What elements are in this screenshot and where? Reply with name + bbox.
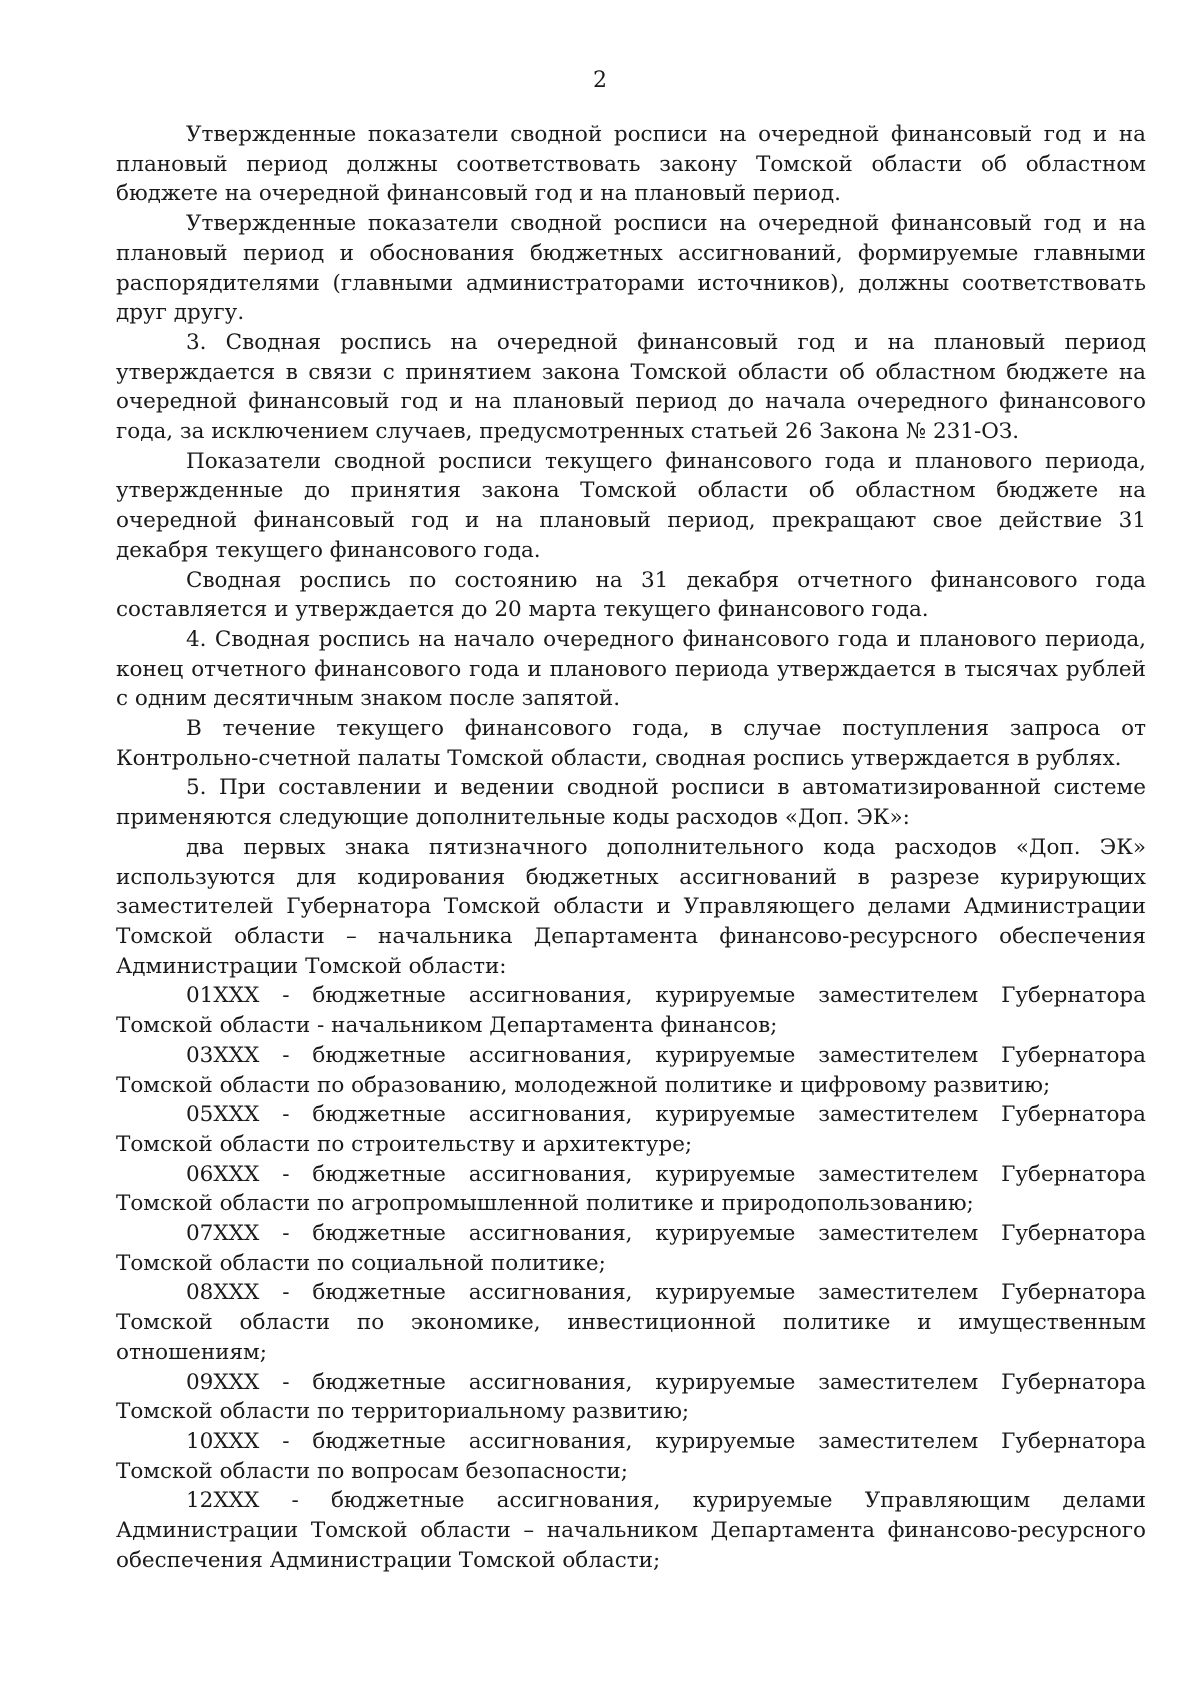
list-item-code-01: 01XXX - бюджетные ассигнования, курируемые заместителем Губернатора Томской области - начальником Департамента финансов; bbox=[116, 983, 1146, 1039]
list-item-code-08: 08XXX - бюджетные ассигнования, курируемые заместителем Губернатора Томской области по экономике, инвестиционной политике и имущественным отношениям; bbox=[116, 1280, 1146, 1365]
list-item-code-07: 07XXX - бюджетные ассигнования, курируемые заместителем Губернатора Томской области по социальной политике; bbox=[116, 1221, 1146, 1276]
paragraph-item-5: 5. При составлении и ведении сводной росписи в автоматизированной системе применяются следующие дополнительные коды расходов «Доп. ЭК»: bbox=[116, 775, 1146, 831]
paragraph-approved-indicators-justification: Утвержденные показатели сводной росписи на очередной финансовый год и на плановый период и обоснования бюджетных ассигнований, формируемые главными распорядителями (главными администраторами источников), должны соответствовать друг другу. bbox=[116, 211, 1146, 326]
paragraph-code-description: два первых знака пятизначного дополнительного кода расходов «Доп. ЭК» используются для кодирования бюджетных ассигнований в разрезе курирующих заместителей Губернатора Томской области и Управляющего делами Администрации Томской области – начальника Департамента финансово-ресурсного обеспечения Администрации Томской области: bbox=[116, 834, 1146, 979]
list-item-code-12: 12XXX - бюджетные ассигнования, курируемые Управляющим делами Администрации Томской области – начальником Департамента финансово-ресурсного обеспечения Администрации Томской области; bbox=[116, 1488, 1146, 1573]
list-item-code-03: 03XXX - бюджетные ассигнования, курируемые заместителем Губернатора Томской области по образованию, молодежной политике и цифровому развитию; bbox=[116, 1042, 1146, 1098]
list-item-code-09: 09XXX - бюджетные ассигнования, курируемые заместителем Губернатора Томской области по территориальному развитию; bbox=[116, 1369, 1146, 1425]
document-body bbox=[116, 120, 1146, 1575]
page-number: 2 bbox=[593, 68, 607, 93]
paragraph-approved-indicators-law: Утвержденные показатели сводной росписи на очередной финансовый год и на плановый период должны соответствовать закону Томской области об областном бюджете на очередной финансовый год и на плановый период. bbox=[116, 122, 1146, 207]
paragraph-audit-request-rubles: В течение текущего финансового года, в случае поступления запроса от Контрольно-счетной палаты Томской области, сводная роспись утверждается в рублях. bbox=[116, 716, 1146, 771]
paragraph-item-3: 3. Сводная роспись на очередной финансовый год и на плановый период утверждается в связи с принятием закона Томской области об областном бюджете на очередной финансовый год и на плановый период до начала очередного финансового года, за исключением случаев, предусмотренных статьей 26 Закона № 231-ОЗ. bbox=[116, 329, 1146, 445]
list-item-code-06: 06XXX - бюджетные ассигнования, курируемые заместителем Губернатора Томской области по агропромышленной политике и природопользованию; bbox=[116, 1161, 1146, 1217]
list-item-code-05: 05XXX - бюджетные ассигнования, курируемые заместителем Губернатора Томской области по строительству и архитектуре; bbox=[116, 1102, 1146, 1157]
paragraph-december-31-roster: Сводная роспись по состоянию на 31 декабря отчетного финансового года составляется и утверждается до 20 марта текущего финансового года. bbox=[116, 567, 1146, 623]
paragraph-current-year-indicators: Показатели сводной росписи текущего финансового года и планового периода, утвержденные до принятия закона Томской области об областном бюджете на очередной финансовый год и на плановый период, прекращают свое действие 31 декабря текущего финансового года. bbox=[116, 448, 1146, 563]
paragraph-item-4: 4. Сводная роспись на начало очередного финансового года и планового периода, конец отчетного финансового года и планового периода утверждается в тысячах рублей с одним десятичным знаком после запятой. bbox=[116, 626, 1146, 712]
list-item-code-10: 10XXX - бюджетные ассигнования, курируемые заместителем Губернатора Томской области по вопросам безопасности; bbox=[116, 1428, 1146, 1484]
